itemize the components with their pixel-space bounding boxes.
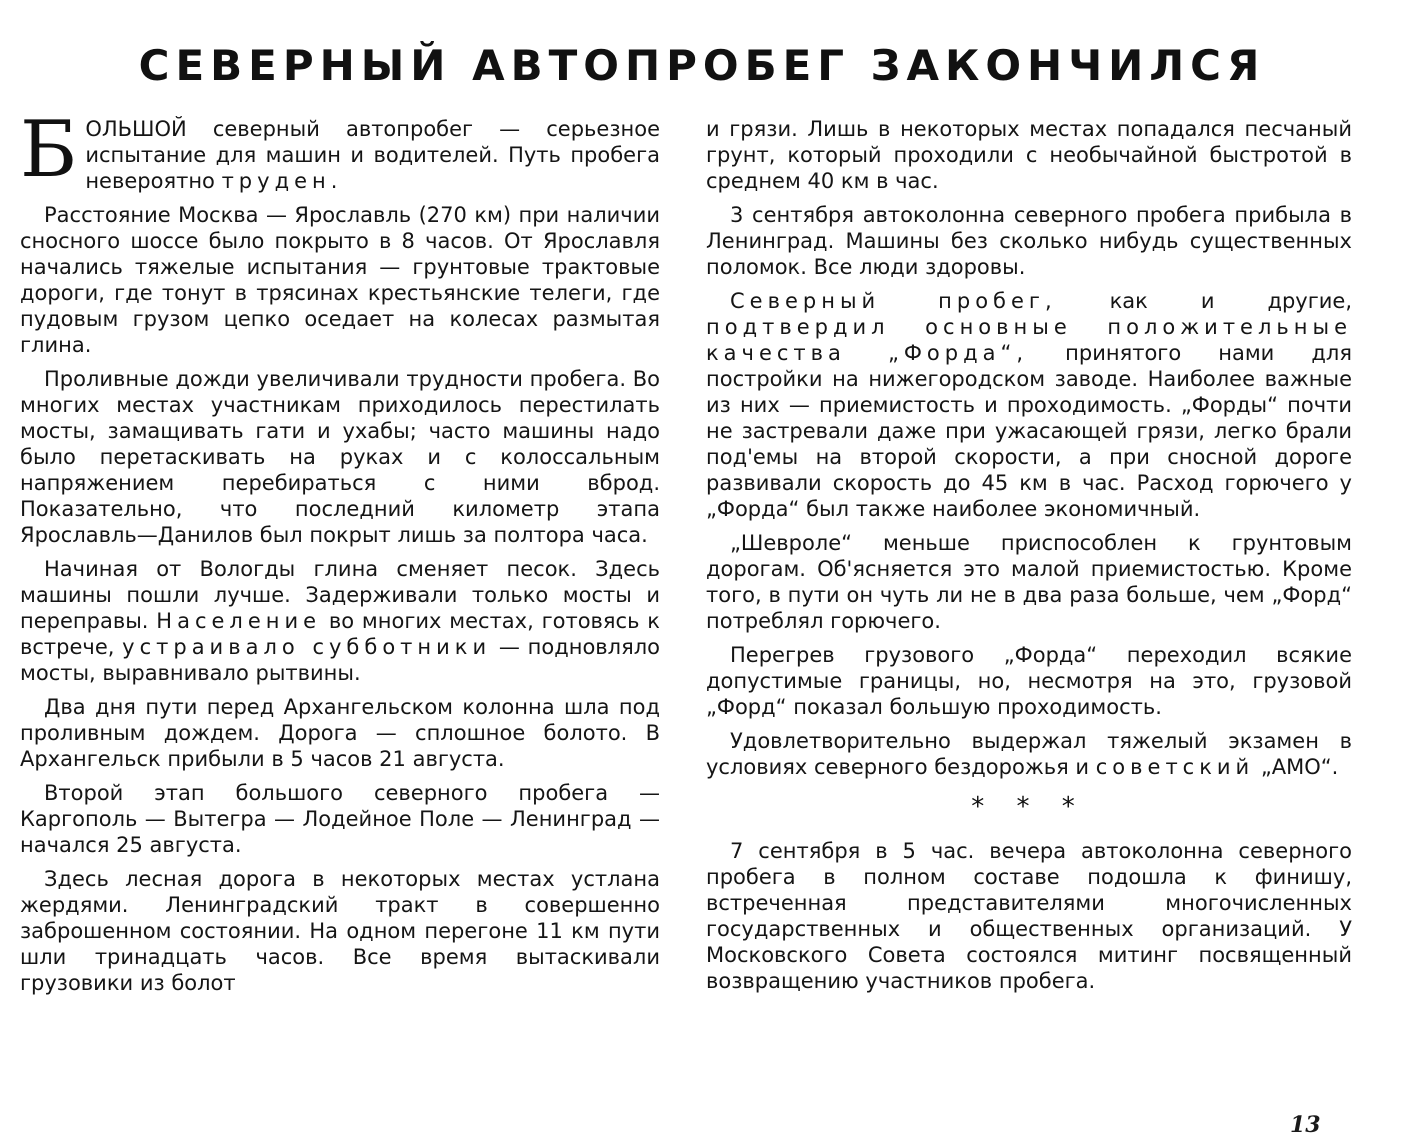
article-paragraph: Расстояние Москва — Ярославль (270 км) при наличии сносного шоссе было покрыто в 8 часов. От Ярославля начались тяжелые испытания — грунтовые трактовые дороги, где тонут в трясинах крестьянские телеги, где пудовым грузом цепко оседает на колесах размытая глина. xyxy=(20,203,660,357)
paragraph-text: принятого нами для постройки на нижегородском заводе. Наиболее важные из них — приемистость и проходимость. „Форды“ почти не застревали даже при ужасающей грязи, легко брали под'емы на второй скорости, а при сносной дороге развивали скорость до 45 км в час. Расход горючего у „Форда“ был также наиболее экономичный. xyxy=(706,341,1352,521)
paragraph-text: „АМО“. xyxy=(1254,755,1339,779)
article-paragraph: Второй этап большого северного пробега — Каргополь — Вытегра — Лодейное Поле — Ленинград — начался 25 августа. xyxy=(20,781,660,857)
spaced-emphasis: советский xyxy=(1095,755,1255,779)
spaced-emphasis: Население xyxy=(156,609,322,633)
spaced-emphasis: Северный пробег, xyxy=(730,289,1057,313)
paragraph-text: во многих местах, готовясь к встрече, xyxy=(20,609,660,659)
drop-cap: Б xyxy=(20,105,78,195)
article-title: СЕВЕРНЫЙ АВТОПРОБЕГ ЗАКОНЧИЛСЯ xyxy=(138,41,1266,90)
article-paragraph: Проливные дожди увеличивали трудности пробега. Во многих местах участникам приходилось перестилать мосты, замащивать гати и ухабы; часто машины надо было перетаскивать на руках и с колоссальным напряжением перебираться с ними вброд. Показательно, что последний километр этапа Ярославль—Данилов был покрыт лишь за полтора часа. xyxy=(20,367,660,547)
spaced-emphasis: труден. xyxy=(221,169,343,193)
article-paragraph: Два дня пути перед Архангельском колонна шла под проливным дождем. Дорога — сплошное болото. В Архангельск прибыли в 5 часов 21 августа. xyxy=(20,695,660,771)
spaced-emphasis: подтвердил основные положительные качества „Форда“, xyxy=(706,315,1352,365)
paragraph-text: ОЛЬШОЙ северный автопробег — серьезное испытание для машин и водителей. Путь пробега невероятно xyxy=(85,117,660,193)
article-paragraph: Здесь лесная дорога в некоторых местах устлана жердями. Ленинградский тракт в совершенно заброшенном состоянии. На одном перегоне 11 км пути шли тринадцать часов. Все время вытаскивали грузовики из болот xyxy=(20,867,660,995)
article-paragraph: 7 сентября в 5 час. вечера автоколонна северного пробега в полном составе подошла к финишу, встреченная представителями многочисленных государственных и общественных организаций. У Московского Совета состоялся митинг посвященный возвращению участников пробега. xyxy=(706,839,1352,993)
paragraph-text: — подновляло мосты, выравнивало рытвины. xyxy=(20,635,660,685)
article-paragraph: „Шевроле“ меньше приспособлен к грунтовым дорогам. Об'ясняется это малой приемистостью. Кроме того, в пути он чуть ли не в два раза больше, чем „Форд“ потреблял горючего. xyxy=(706,531,1352,633)
article-column-left xyxy=(20,105,660,1004)
article-paragraph: 3 сентября автоколонна северного пробега прибыла в Ленинград. Машины без сколько нибудь существенных поломок. Все люди здоровы. xyxy=(706,203,1352,279)
article-column-right xyxy=(706,116,1352,1002)
article-paragraph: и грязи. Лишь в некоторых местах попадался песчаный грунт, который проходили с необычайной быстротой в среднем 40 км в час. xyxy=(706,117,1352,193)
article-paragraph: Перегрев грузового „Форда“ переходил всякие допустимые границы, но, несмотря на это, грузовой „Форд“ показал большую проходимость. xyxy=(706,643,1352,719)
article-paragraph xyxy=(706,288,1352,522)
article-paragraph xyxy=(20,556,660,686)
article-paragraph xyxy=(20,105,660,195)
paragraph-text: как и другие, xyxy=(1056,289,1352,313)
paragraph-text: Начиная от Вологды глина сменяет песок. Здесь машины пошли лучше. Задерживали только мосты и переправы. xyxy=(20,557,660,633)
section-divider-asterisks: * * * xyxy=(971,792,1087,822)
paragraph-text: Удовлетворительно выдержал тяжелый экзамен в условиях северного бездорожья и xyxy=(706,729,1352,779)
article-paragraph xyxy=(706,728,1352,780)
page-number: 13 xyxy=(1290,1112,1321,1138)
spaced-emphasis: устраивало субботники xyxy=(122,635,492,659)
